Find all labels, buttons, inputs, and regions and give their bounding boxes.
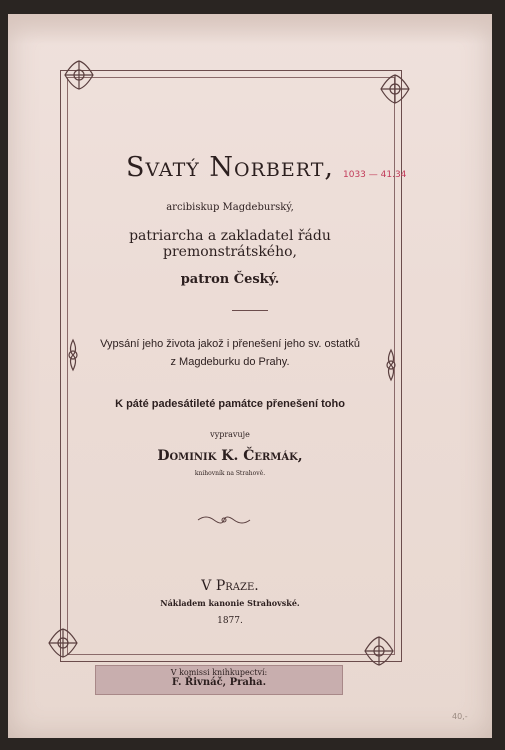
publisher-line: Nákladem kanonie Strahovské. <box>160 598 300 608</box>
description-line-2: z Magdeburku do Prahy. <box>170 356 290 368</box>
flourish-ornament-icon <box>196 512 252 528</box>
subtitle-patron: patron Český. <box>180 272 280 287</box>
publication-year: 1877. <box>217 616 243 626</box>
corner-ornament-icon <box>46 626 80 660</box>
corner-ornament-icon <box>62 58 96 92</box>
subtitle-archbishop: arcibiskup Magdeburský, <box>166 202 294 213</box>
stamp-line-1: V komissi knihkupectví: <box>170 668 268 677</box>
book-title: Svatý Norbert, <box>126 152 334 183</box>
corner-ornament-icon <box>362 634 396 668</box>
subtitle-patriarch: patriarcha a zakladatel řádu premonstrátského, <box>129 228 331 260</box>
pencil-note: 1033 — 41.34 <box>343 170 407 180</box>
author-role: knihovník na Strahově. <box>194 470 266 477</box>
author-name: Dominik K. Čermák, <box>157 448 303 464</box>
narrated-by: vypravuje <box>210 430 250 439</box>
stamp-line-2: F. Řivnáč, Praha. <box>171 677 267 688</box>
bookseller-stamp <box>95 665 343 695</box>
corner-ornament-icon <box>378 72 412 106</box>
price-mark: 40,- <box>452 712 468 721</box>
torn-top-edge <box>8 14 492 44</box>
occasion-line: K páté padesátileté památce přenešení toho <box>115 398 345 410</box>
divider-line <box>232 310 268 311</box>
description-line-1: Vypsání jeho života jakož i přenešení jeho sv. ostatků <box>100 338 360 350</box>
place-of-publication: V Praze. <box>201 578 259 594</box>
